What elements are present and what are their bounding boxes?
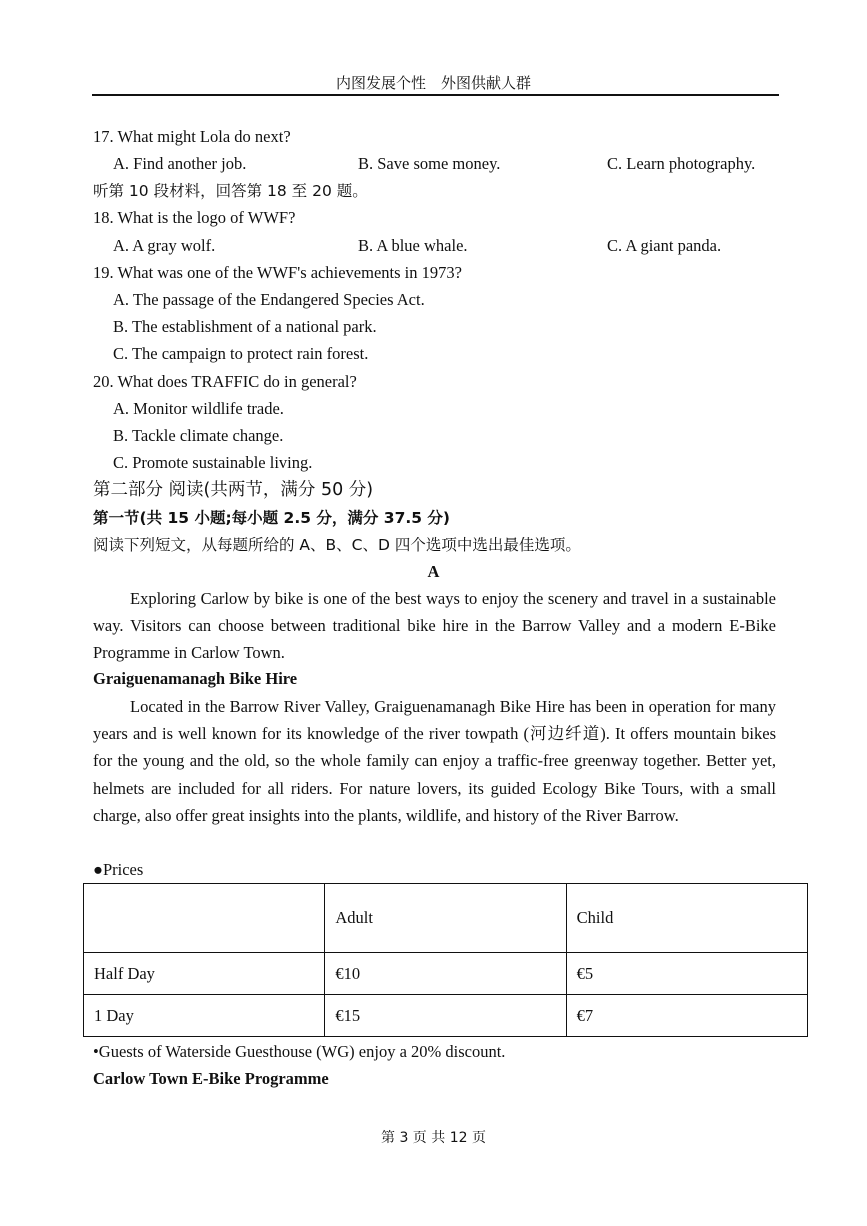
- q20-option-a: A. Monitor wildlife trade.: [113, 399, 284, 418]
- q19-option-b: B. The establishment of a national park.: [113, 317, 377, 336]
- header-rule: [92, 94, 779, 96]
- q19-option-c: C. The campaign to protect rain forest.: [113, 344, 369, 363]
- table-header-child: Child: [566, 884, 807, 953]
- section-one-title: 第一节(共 15 小题;每小题 2.5 分，满分 37.5 分): [93, 509, 451, 527]
- table-header-row: [84, 884, 808, 953]
- table-cell: €7: [566, 995, 807, 1037]
- question-18: 18. What is the logo of WWF?: [93, 208, 296, 227]
- table-cell: €15: [325, 995, 566, 1037]
- part-two-title: 第二部分 阅读(共两节，满分 50 分): [93, 480, 374, 500]
- q17-option-b: B. Save some money.: [358, 154, 501, 173]
- instruction-material-10: 听第 10 段材料，回答第 18 至 20 题。: [93, 182, 368, 200]
- prices-table: [83, 883, 808, 1037]
- paragraph-graiguenamanagh: Located in the Barrow River Valley, Graiguenamanagh Bike Hire has been in operation for many years and is well known for its knowledge of the river towpath (河边纤道). It offers mountain bikes for the young and the old, so the whole family can enjoy a traffic-free greenway together. Better yet, helmets are included for all riders. For nature lovers, its guided Ecology Bike Tours, with a small charge, also offer great insights into the plants, wildlife, and history of the River Barrow.: [93, 697, 776, 825]
- q18-option-a: A. A gray wolf.: [113, 236, 216, 255]
- prices-label: ●Prices: [93, 860, 144, 879]
- table-row: [84, 995, 808, 1037]
- passage-intro: Exploring Carlow by bike is one of the best ways to enjoy the scenery and travel in a sustainable way. Visitors can choose between traditional bike hire in the Barrow Valley and a modern E-Bike Programme in Carlow Town.: [93, 589, 776, 663]
- q20-option-c: C. Promote sustainable living.: [113, 453, 313, 472]
- question-20: 20. What does TRAFFIC do in general?: [93, 372, 357, 391]
- page-footer: 第 3 页 共 12 页: [381, 1130, 486, 1146]
- table-cell: €5: [566, 953, 807, 995]
- table-header-adult: Adult: [325, 884, 566, 953]
- passage-letter: A: [427, 562, 440, 581]
- table-cell: Half Day: [84, 953, 325, 995]
- question-19: 19. What was one of the WWF's achievements in 1973?: [93, 263, 462, 282]
- discount-note: •Guests of Waterside Guesthouse (WG) enjoy a 20% discount.: [93, 1042, 506, 1061]
- page-header: 内图发展个性 外图供献人群: [335, 76, 531, 92]
- heading-graiguenamanagh: Graiguenamanagh Bike Hire: [93, 669, 298, 688]
- q18-option-b: B. A blue whale.: [358, 236, 468, 255]
- question-17: 17. What might Lola do next?: [93, 127, 291, 146]
- table-row: [84, 953, 808, 995]
- heading-carlow-ebike: Carlow Town E-Bike Programme: [93, 1069, 329, 1088]
- table-cell: 1 Day: [84, 995, 325, 1037]
- reading-instruction: 阅读下列短文，从每题所给的 A、B、C、D 四个选项中选出最佳选项。: [93, 536, 581, 554]
- q19-option-a: A. The passage of the Endangered Species Act.: [113, 290, 425, 309]
- table-cell: [84, 884, 325, 953]
- q18-option-c: C. A giant panda.: [607, 236, 722, 255]
- q20-option-b: B. Tackle climate change.: [113, 426, 284, 445]
- q17-option-a: A. Find another job.: [113, 154, 247, 173]
- table-cell: €10: [325, 953, 566, 995]
- q17-option-c: C. Learn photography.: [607, 154, 756, 173]
